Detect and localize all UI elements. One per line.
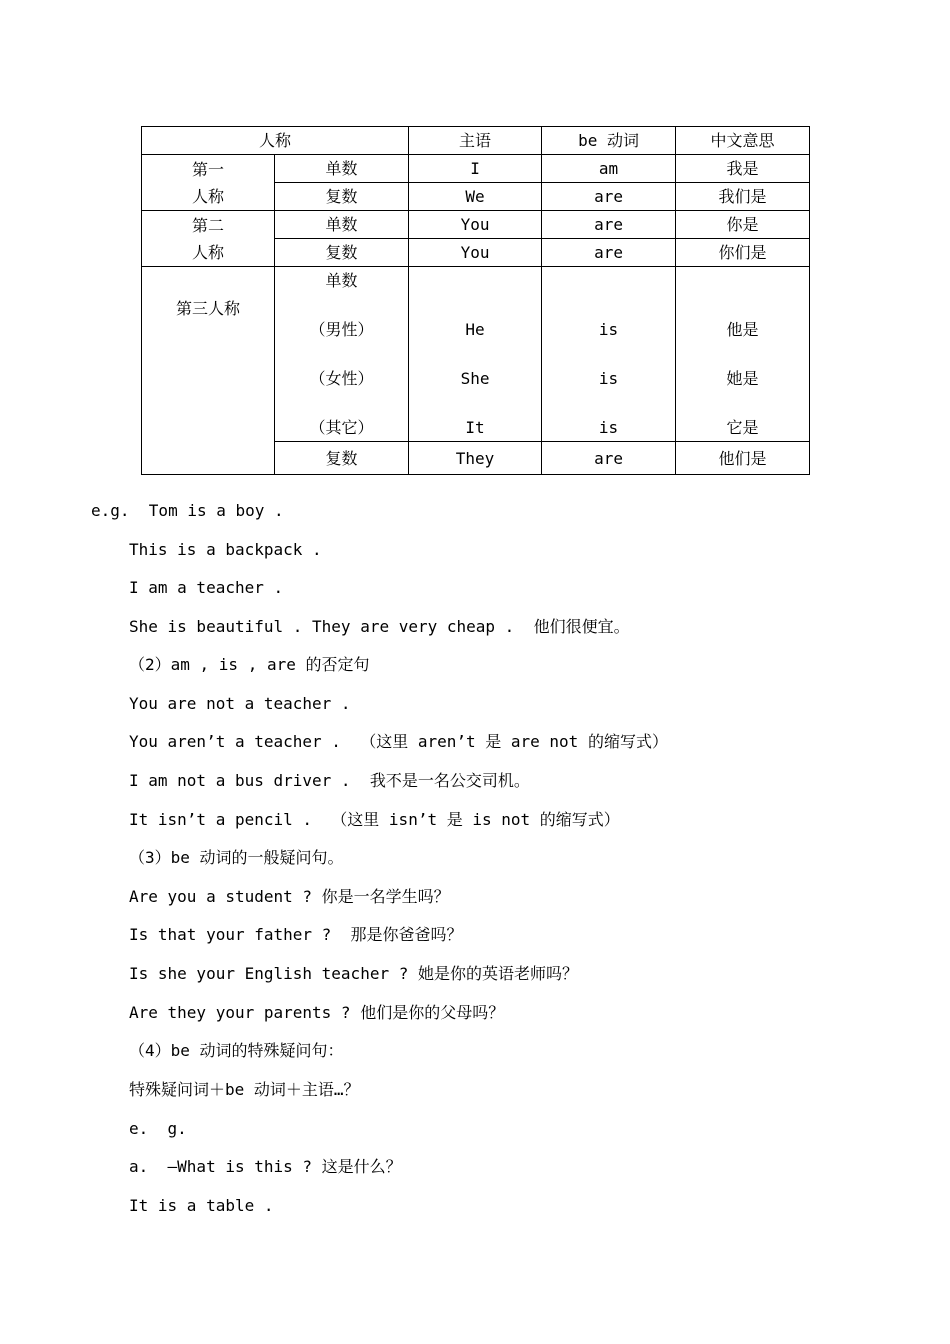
verb-cell: are — [542, 211, 676, 239]
header-meaning: 中文意思 — [676, 127, 810, 155]
section-heading: （3）be 动词的一般疑问句。 — [129, 848, 344, 867]
number-cell: 复数 — [275, 442, 409, 475]
number-cell: 复数 — [275, 183, 409, 211]
example-line: She is beautiful . They are very cheap . 他们很便宜。 — [129, 617, 630, 636]
singular-label: 单数 — [325, 271, 358, 290]
table-row — [142, 211, 810, 239]
meaning-cell: 我是 — [676, 155, 810, 183]
be-verb-table — [141, 126, 810, 475]
example-line: This is a backpack . — [129, 540, 322, 559]
table-row — [142, 155, 810, 183]
first-person-label: 第一 人称 — [142, 155, 275, 211]
header-be-verb: be 动词 — [542, 127, 676, 155]
example-line: a. —What is this ? 这是什么？ — [129, 1157, 402, 1176]
example-line: It isn’t a pencil . （这里 isn’t 是 is not 的缩写式） — [129, 810, 620, 829]
example-line: Are they your parents ? 他们是你的父母吗？ — [129, 1003, 505, 1022]
third-person-label: 第三人称 — [142, 267, 275, 475]
example-line: Are you a student ? 你是一名学生吗？ — [129, 887, 450, 906]
third-meaning-cell — [676, 267, 810, 442]
header-person: 人称 — [142, 127, 409, 155]
formula-line: 特殊疑问词＋be 动词＋主语…？ — [129, 1080, 360, 1099]
example-line: You are not a teacher . — [129, 694, 351, 713]
verb-cell: are — [542, 239, 676, 267]
meaning-cell: 你是 — [676, 211, 810, 239]
subject-cell: He — [465, 320, 485, 339]
meaning-cell: 我们是 — [676, 183, 810, 211]
verb-cell: am — [542, 155, 676, 183]
gender-label: （男性） — [309, 320, 374, 339]
table-header-row — [142, 127, 810, 155]
subject-cell: It — [465, 418, 485, 437]
third-number-cell — [275, 267, 409, 442]
verb-cell: is — [598, 418, 619, 437]
meaning-cell: 他们是 — [676, 442, 810, 475]
section-heading: （2）am , is , are 的否定句 — [129, 655, 370, 674]
subject-cell: I — [409, 155, 542, 183]
verb-cell: is — [598, 320, 619, 339]
table-row — [142, 267, 810, 442]
gender-label: （其它） — [309, 418, 374, 437]
header-subject: 主语 — [409, 127, 542, 155]
verb-cell: are — [542, 442, 676, 475]
third-subject-cell — [409, 267, 542, 442]
subject-cell: You — [409, 211, 542, 239]
subject-cell: They — [409, 442, 542, 475]
subject-cell: We — [409, 183, 542, 211]
gender-label: （女性） — [309, 369, 374, 388]
example-line: I am not a bus driver . 我不是一名公交司机。 — [129, 771, 530, 790]
subject-cell: You — [409, 239, 542, 267]
section-heading: （4）be 动词的特殊疑问句： — [129, 1041, 344, 1060]
verb-cell: is — [598, 369, 619, 388]
example-line: e. g. — [129, 1119, 187, 1138]
example-line: Is that your father ? 那是你爸爸吗？ — [129, 925, 463, 944]
example-line: I am a teacher . — [129, 578, 284, 597]
meaning-cell: 你们是 — [676, 239, 810, 267]
third-verb-cell — [542, 267, 676, 442]
example-line: Is she your English teacher ? 她是你的英语老师吗？ — [129, 964, 578, 983]
subject-cell: She — [460, 369, 490, 388]
example-line: e.g. Tom is a boy . — [91, 501, 284, 520]
example-line: You aren’t a teacher . （这里 aren’t 是 are not 的缩写式） — [129, 732, 668, 751]
meaning-cell: 它是 — [726, 418, 759, 437]
verb-cell: are — [542, 183, 676, 211]
second-person-label: 第二 人称 — [142, 211, 275, 267]
example-line: It is a table . — [129, 1196, 274, 1215]
meaning-cell: 他是 — [726, 320, 759, 339]
number-cell: 单数 — [275, 211, 409, 239]
number-cell: 复数 — [275, 239, 409, 267]
meaning-cell: 她是 — [726, 369, 759, 388]
number-cell: 单数 — [275, 155, 409, 183]
